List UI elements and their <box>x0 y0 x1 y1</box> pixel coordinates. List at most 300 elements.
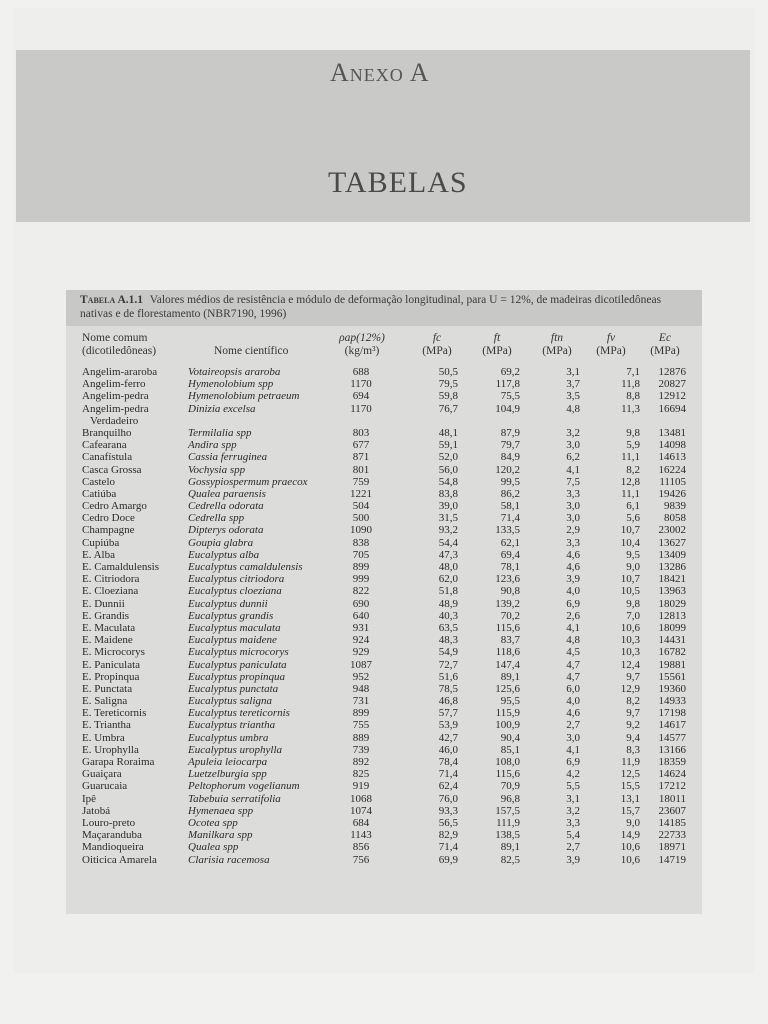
cell-ft: 133,5 <box>495 524 520 537</box>
cell-common-name-text: E. Triantha <box>82 719 131 732</box>
cell-fc: 54,4 <box>438 536 458 549</box>
cell-common-name <box>82 537 200 549</box>
cell-fv: 9,8 <box>626 426 640 439</box>
cell-fm: 4,8 <box>566 402 580 415</box>
cell-fv: 11,3 <box>621 402 640 415</box>
table-row <box>66 585 702 597</box>
cell-ec: 8058 <box>664 512 686 525</box>
cell-fv: 12,8 <box>620 475 640 488</box>
cell-fc: 56,0 <box>438 463 458 476</box>
table-row <box>66 793 702 805</box>
cell-fc: 78,5 <box>438 682 458 695</box>
cell-ft: 82,5 <box>500 853 520 866</box>
cell-common-name-text: Garapa Roraima <box>82 756 155 769</box>
cell-fv: 9,2 <box>626 719 640 732</box>
cell-density: 1170 <box>350 402 372 415</box>
cell-common-name <box>82 390 200 402</box>
cell-density: 899 <box>352 561 370 574</box>
cell-common-name <box>82 439 200 451</box>
cell-common-name-text: E. Umbra <box>82 731 125 744</box>
table-row <box>66 744 702 756</box>
table-row <box>66 671 702 683</box>
cell-fc: 42,7 <box>438 731 458 744</box>
cell-fv: 8,8 <box>626 390 640 403</box>
cell-scientific-name: Cedrella odorata <box>188 500 264 513</box>
cell-density: 838 <box>352 536 370 549</box>
table-row <box>66 464 702 476</box>
table-row <box>66 780 702 792</box>
cell-ft: 69,2 <box>500 366 520 378</box>
cell-scientific-name: Goupia glabra <box>188 536 254 549</box>
cell-fm: 3,0 <box>566 731 580 744</box>
cell-common-name <box>82 719 200 731</box>
table-row <box>66 524 702 536</box>
cell-ft: 58,1 <box>500 500 520 513</box>
header-ec <box>640 332 690 358</box>
table-row <box>66 683 702 695</box>
cell-fv: 5,6 <box>626 512 640 525</box>
table-row <box>66 756 702 768</box>
cell-common-name-text: E. Propinqua <box>82 670 140 683</box>
cell-fm: 4,7 <box>566 658 580 671</box>
cell-fm: 4,1 <box>566 743 580 756</box>
cell-common-name <box>82 841 200 853</box>
cell-ec: 12813 <box>658 609 686 622</box>
cell-fc: 46,0 <box>438 743 458 756</box>
cell-scientific-name: Eucalyptus paniculata <box>188 658 287 671</box>
cell-common-name-text: E. Punctata <box>82 682 133 695</box>
cell-common-name-text: Mandioqueira <box>82 841 144 854</box>
cell-fm: 2,7 <box>566 841 580 854</box>
table-row <box>66 512 702 524</box>
cell-density: 1170 <box>350 378 372 391</box>
header-common-name-line1: Nome comum <box>82 332 148 344</box>
cell-fc: 82,9 <box>438 829 458 842</box>
cell-fv: 9,0 <box>626 561 640 574</box>
cell-fm: 5,4 <box>566 829 580 842</box>
cell-density: 504 <box>352 500 370 513</box>
cell-density: 1143 <box>350 829 372 842</box>
cell-fm: 2,6 <box>566 609 580 622</box>
cell-density: 892 <box>352 756 370 769</box>
cell-ft: 89,1 <box>500 841 520 854</box>
cell-fm: 4,7 <box>566 670 580 683</box>
cell-fv: 10,6 <box>620 853 640 866</box>
cell-ft: 62,1 <box>500 536 520 549</box>
cell-ec: 14577 <box>658 731 686 744</box>
table-row <box>66 854 702 866</box>
cell-ft: 139,2 <box>495 597 520 610</box>
cell-ec: 15561 <box>658 670 686 683</box>
table-row <box>66 500 702 512</box>
cell-scientific-name: Clarisia racemosa <box>188 853 270 866</box>
cell-fm: 4,6 <box>566 561 580 574</box>
cell-ec: 19360 <box>658 682 686 695</box>
table-caption <box>80 293 692 321</box>
cell-ft: 75,5 <box>500 390 520 403</box>
cell-scientific-name: Andira spp <box>188 439 237 452</box>
cell-scientific-name: Eucalyptus dunnii <box>188 597 268 610</box>
cell-common-name-text: E. Saligna <box>82 695 128 708</box>
cell-common-name <box>82 780 200 792</box>
cell-fv: 10,6 <box>620 841 640 854</box>
annex-title: Anexo A <box>330 58 430 87</box>
cell-density: 690 <box>352 597 370 610</box>
cell-ec: 13409 <box>658 548 686 561</box>
cell-fm: 4,1 <box>566 463 580 476</box>
cell-scientific-name: Vochysia spp <box>188 463 246 476</box>
cell-ec: 14098 <box>658 439 686 452</box>
table-row <box>66 598 702 610</box>
cell-common-name-text: E. Maculata <box>82 621 136 634</box>
cell-fm: 3,2 <box>566 426 580 439</box>
cell-common-name-text: Cupiúba <box>82 536 120 549</box>
cell-fv: 5,9 <box>626 439 640 452</box>
cell-ec: 12876 <box>658 366 686 378</box>
cell-fm: 6,9 <box>566 597 580 610</box>
header-ft-unit: (MPa) <box>482 345 512 357</box>
cell-common-name-text: Cedro Amargo <box>82 500 147 513</box>
cell-scientific-name: Votaireopsis araroba <box>188 366 281 378</box>
cell-common-name <box>82 427 200 439</box>
cell-ft: 79,7 <box>500 439 520 452</box>
cell-density: 1087 <box>350 658 372 671</box>
cell-ec: 18099 <box>658 621 686 634</box>
cell-scientific-name: Luetzelburgia spp <box>188 768 267 781</box>
cell-common-name-text: E. Grandis <box>82 609 130 622</box>
cell-scientific-name: Eucalyptus umbra <box>188 731 269 744</box>
cell-ec: 14613 <box>658 451 686 464</box>
cell-common-name <box>82 549 200 561</box>
cell-fm: 5,5 <box>566 780 580 793</box>
cell-ft: 84,9 <box>500 451 520 464</box>
cell-ec: 23002 <box>658 524 686 537</box>
cell-ec: 14624 <box>658 768 686 781</box>
cell-common-name-text: E. Camaldulensis <box>82 561 159 574</box>
table-row <box>66 476 702 488</box>
cell-fm: 3,1 <box>566 366 580 378</box>
cell-ft: 100,9 <box>495 719 520 732</box>
table-row <box>66 451 702 463</box>
cell-fv: 7,1 <box>626 366 640 378</box>
cell-common-name-text: Angelim-pedra <box>82 390 149 403</box>
cell-density: 924 <box>352 634 370 647</box>
table-row <box>66 646 702 658</box>
cell-fc: 31,5 <box>438 512 458 525</box>
cell-ec: 16224 <box>658 463 686 476</box>
cell-common-name <box>82 707 200 719</box>
cell-ft: 69,4 <box>500 548 520 561</box>
cell-fm: 3,0 <box>566 439 580 452</box>
cell-ft: 87,9 <box>500 426 520 439</box>
cell-common-name <box>82 598 200 610</box>
cell-fc: 72,7 <box>438 658 458 671</box>
cell-density: 500 <box>352 512 370 525</box>
cell-fc: 93,2 <box>438 524 458 537</box>
cell-density: 755 <box>352 719 370 732</box>
cell-fv: 10,3 <box>620 646 640 659</box>
cell-fc: 71,4 <box>438 768 458 781</box>
cell-fc: 48,1 <box>438 426 458 439</box>
cell-fc: 71,4 <box>438 841 458 854</box>
cell-density: 871 <box>352 451 370 464</box>
cell-fv: 10,5 <box>620 585 640 598</box>
table-caption-text: Valores médios de resistência e módulo de deformação longitudinal, para U = 12%, de madeiras dicotiledôneas nativas e de florestamento (NBR7190, 1996) <box>80 294 662 320</box>
cell-common-name <box>82 683 200 695</box>
cell-common-name-text: Louro-preto <box>82 816 136 829</box>
cell-scientific-name: Gossypiospermum praecox <box>188 475 308 488</box>
cell-fm: 4,2 <box>566 768 580 781</box>
cell-scientific-name: Eucalyptus maidene <box>188 634 277 647</box>
cell-common-name <box>82 854 200 866</box>
cell-common-name <box>82 512 200 524</box>
cell-fv: 9,7 <box>626 707 640 720</box>
cell-scientific-name: Eucalyptus alba <box>188 548 260 561</box>
table-row <box>66 622 702 634</box>
cell-density: 756 <box>352 853 370 866</box>
cell-density: 684 <box>352 816 370 829</box>
cell-fv: 15,5 <box>620 780 640 793</box>
cell-fc: 51,8 <box>438 585 458 598</box>
table-row <box>66 817 702 829</box>
cell-ft: 115,6 <box>495 768 520 781</box>
cell-ec: 13286 <box>658 561 686 574</box>
cell-fc: 48,0 <box>438 561 458 574</box>
cell-common-name-text: Angelim-araroba <box>82 366 158 378</box>
cell-scientific-name: Qualea spp <box>188 841 239 854</box>
table-caption-bar <box>66 290 702 326</box>
table-row <box>66 610 702 622</box>
cell-common-name <box>82 524 200 536</box>
cell-fv: 15,7 <box>620 804 640 817</box>
cell-ec: 17212 <box>658 780 686 793</box>
cell-density: 1074 <box>350 804 372 817</box>
table-row <box>66 805 702 817</box>
cell-common-name <box>82 756 200 768</box>
header-fv <box>586 332 636 358</box>
cell-fv: 9,4 <box>626 731 640 744</box>
cell-density: 929 <box>352 646 370 659</box>
cell-ec: 16782 <box>658 646 686 659</box>
cell-fm: 3,9 <box>566 853 580 866</box>
cell-common-name-text: Cafearana <box>82 439 127 452</box>
cell-ft: 99,5 <box>500 475 520 488</box>
cell-fc: 76,0 <box>438 792 458 805</box>
cell-common-name <box>82 585 200 597</box>
cell-fc: 63,5 <box>438 621 458 634</box>
header-fv-unit: (MPa) <box>596 345 626 357</box>
cell-common-name <box>82 622 200 634</box>
cell-common-name-text: Castelo <box>82 475 115 488</box>
cell-ec: 16694 <box>658 402 686 415</box>
cell-fv: 8,2 <box>626 695 640 708</box>
cell-common-name-text: E. Paniculata <box>82 658 141 671</box>
cell-ec: 18029 <box>658 597 686 610</box>
cell-density: 803 <box>352 426 370 439</box>
cell-scientific-name: Eucalyptus maculata <box>188 621 281 634</box>
cell-fv: 13,1 <box>620 792 640 805</box>
cell-density: 1090 <box>350 524 372 537</box>
cell-fc: 47,3 <box>438 548 458 561</box>
cell-scientific-name: Peltophorum vogelianum <box>188 780 300 793</box>
cell-fm: 4,5 <box>566 646 580 659</box>
cell-ec: 22733 <box>658 829 686 842</box>
cell-scientific-name: Hymenolobium spp <box>188 378 274 391</box>
cell-fv: 10,6 <box>620 621 640 634</box>
cell-fv: 11,1 <box>621 487 640 500</box>
cell-density: 759 <box>352 475 370 488</box>
cell-common-name-text: E. Urophylla <box>82 743 139 756</box>
cell-common-name <box>82 695 200 707</box>
cell-ec: 18359 <box>658 756 686 769</box>
cell-ft: 86,2 <box>500 487 520 500</box>
cell-density: 889 <box>352 731 370 744</box>
table-row <box>66 768 702 780</box>
cell-scientific-name: Eucalyptus punctata <box>188 682 279 695</box>
cell-fv: 12,4 <box>620 658 640 671</box>
cell-density: 856 <box>352 841 370 854</box>
cell-fm: 4,0 <box>566 695 580 708</box>
cell-ft: 90,8 <box>500 585 520 598</box>
cell-density: 801 <box>352 463 370 476</box>
cell-ec: 23607 <box>658 804 686 817</box>
cell-common-name-text: Oiticica Amarela <box>82 853 157 866</box>
cell-scientific-name: Termilalia spp <box>188 426 252 439</box>
cell-scientific-name: Dinizia excelsa <box>188 402 256 415</box>
cell-fm: 3,1 <box>566 792 580 805</box>
cell-ft: 118,6 <box>495 646 520 659</box>
cell-scientific-name: Apuleia leiocarpa <box>188 756 268 769</box>
header-ec-unit: (MPa) <box>650 345 680 357</box>
cell-fm: 4,1 <box>566 621 580 634</box>
cell-fc: 79,5 <box>438 378 458 391</box>
cell-common-name <box>82 744 200 756</box>
cell-fc: 54,8 <box>438 475 458 488</box>
cell-fc: 50,5 <box>438 366 458 378</box>
cell-fm: 3,2 <box>566 804 580 817</box>
table-row <box>66 427 702 439</box>
cell-scientific-name: Hymenaea spp <box>188 804 254 817</box>
table-row <box>66 719 702 731</box>
cell-ec: 14617 <box>658 719 686 732</box>
cell-fm: 3,3 <box>566 487 580 500</box>
cell-fc: 40,3 <box>438 609 458 622</box>
cell-density: 931 <box>352 621 370 634</box>
cell-ft: 147,4 <box>495 658 520 671</box>
cell-common-name <box>82 646 200 658</box>
cell-ft: 125,6 <box>495 682 520 695</box>
cell-common-name-text: Guaiçara <box>82 768 122 781</box>
cell-scientific-name: Eucalyptus tereticornis <box>188 707 290 720</box>
cell-common-name-text: Branquilho <box>82 426 132 439</box>
cell-ec: 19881 <box>658 658 686 671</box>
cell-common-name-text: E. Cloeziana <box>82 585 139 598</box>
table-row <box>66 732 702 744</box>
cell-ec: 13963 <box>658 585 686 598</box>
cell-scientific-name: Manilkara spp <box>188 829 253 842</box>
header-ft <box>472 332 522 358</box>
cell-common-name <box>82 768 200 780</box>
cell-density: 952 <box>352 670 370 683</box>
cell-density: 694 <box>352 390 370 403</box>
cell-fv: 8,2 <box>626 463 640 476</box>
cell-scientific-name: Tabebuia serratifolia <box>188 792 281 805</box>
cell-density: 899 <box>352 707 370 720</box>
cell-common-name <box>82 573 200 585</box>
cell-scientific-name: Eucalyptus triantha <box>188 719 276 732</box>
cell-common-name <box>82 403 200 427</box>
cell-ec: 20827 <box>658 378 686 391</box>
table-row <box>66 829 702 841</box>
header-scientific-name: Nome científico <box>214 345 289 357</box>
cell-fc: 62,0 <box>438 573 458 586</box>
cell-ec: 14185 <box>658 816 686 829</box>
cell-fv: 9,5 <box>626 548 640 561</box>
cell-ec: 12912 <box>658 390 686 403</box>
cell-scientific-name: Qualea paraensis <box>188 487 266 500</box>
cell-common-name <box>82 476 200 488</box>
cell-fc: 48,9 <box>438 597 458 610</box>
cell-ft: 111,9 <box>496 816 520 829</box>
cell-fc: 69,9 <box>438 853 458 866</box>
cell-common-name-text: Cedro Doce <box>82 512 135 525</box>
cell-fm: 6,0 <box>566 682 580 695</box>
cell-ft: 90,4 <box>500 731 520 744</box>
cell-common-name-text: Canafístula <box>82 451 133 464</box>
table-body <box>66 366 702 866</box>
cell-scientific-name: Eucalyptus saligna <box>188 695 273 708</box>
cell-ft: 115,6 <box>495 621 520 634</box>
table-row <box>66 378 702 390</box>
table-row <box>66 403 702 427</box>
cell-common-name-text: E. Tereticornis <box>82 707 147 720</box>
cell-ec: 11105 <box>659 475 686 488</box>
cell-ft: 104,9 <box>495 402 520 415</box>
cell-fv: 10,3 <box>620 634 640 647</box>
table-row <box>66 549 702 561</box>
cell-ec: 9839 <box>664 500 686 513</box>
cell-fv: 9,8 <box>626 597 640 610</box>
cell-fv: 12,9 <box>620 682 640 695</box>
cell-common-name-text: Angelim-ferro <box>82 378 146 391</box>
header-fc-unit: (MPa) <box>422 345 452 357</box>
cell-common-name-continuation: Verdadeiro <box>90 414 139 427</box>
table-row <box>66 439 702 451</box>
cell-ft: 89,1 <box>500 670 520 683</box>
cell-common-name-text: E. Dunnii <box>82 597 125 610</box>
cell-density: 999 <box>352 573 370 586</box>
cell-fc: 54,9 <box>438 646 458 659</box>
cell-ec: 19426 <box>658 487 686 500</box>
data-table <box>66 290 702 914</box>
cell-fv: 7,0 <box>626 609 640 622</box>
cell-fc: 83,8 <box>438 487 458 500</box>
cell-fc: 59,1 <box>438 439 458 452</box>
table-row <box>66 634 702 646</box>
cell-fm: 2,7 <box>566 719 580 732</box>
cell-density: 1068 <box>350 792 372 805</box>
cell-ec: 18421 <box>658 573 686 586</box>
header-fv-symbol: fv <box>606 332 616 344</box>
cell-ft: 120,2 <box>495 463 520 476</box>
cell-fc: 53,9 <box>438 719 458 732</box>
cell-ft: 70,9 <box>500 780 520 793</box>
cell-common-name <box>82 671 200 683</box>
cell-ft: 123,6 <box>495 573 520 586</box>
cell-scientific-name: Eucalyptus citriodora <box>188 573 285 586</box>
header-common-name <box>82 332 156 358</box>
cell-common-name-text: Maçaranduba <box>82 829 142 842</box>
